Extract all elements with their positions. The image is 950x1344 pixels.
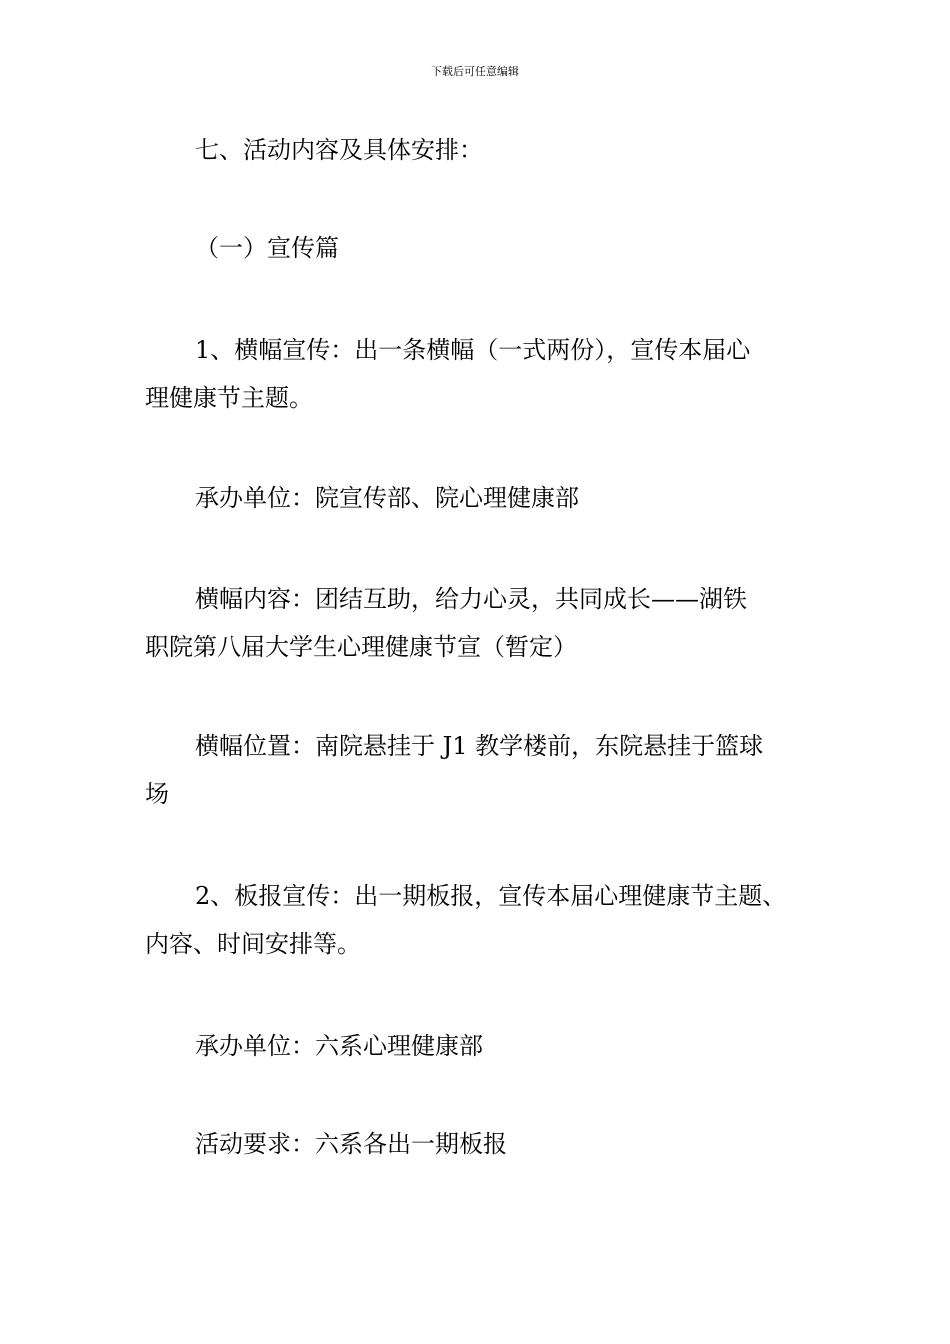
text-line: 1、横幅宣传：出一条横幅（一式两份），宣传本届心 [195, 336, 751, 364]
paragraph-banner-location [145, 722, 810, 818]
text-line: 承办单位：院宣传部、院心理健康部 [195, 484, 579, 512]
paragraph-organizer [145, 474, 810, 522]
text-line: 理健康节主题。 [145, 384, 313, 412]
text-line: 承办单位：六系心理健康部 [195, 1032, 483, 1060]
paragraph-board-promotion [145, 872, 810, 968]
text-line: 场 [145, 780, 169, 808]
paragraph-activity-requirement [145, 1120, 810, 1168]
text-line: 内容、时间安排等。 [145, 930, 361, 958]
text-line: （一）宣传篇 [195, 234, 339, 262]
text-line: 七、活动内容及具体安排： [195, 136, 483, 164]
subsection-heading [145, 224, 810, 272]
paragraph-banner-promotion [145, 326, 810, 422]
text-line: 横幅位置：南院悬挂于 J1 教学楼前，东院悬挂于篮球 [195, 732, 764, 760]
paragraph-board-organizer [145, 1022, 810, 1070]
text-line: 活动要求：六系各出一期板报 [195, 1130, 507, 1158]
text-line: 2、板报宣传：出一期板报，宣传本届心理健康节主题、 [195, 882, 787, 910]
text-line: 职院第八届大学生心理健康节宣（暂定） [145, 633, 577, 661]
page-header: 下载后可任意编辑 [431, 65, 519, 78]
paragraph-banner-content [145, 575, 810, 671]
section-heading [145, 126, 810, 174]
text-line: 横幅内容：团结互助，给力心灵，共同成长——湖铁 [195, 585, 747, 613]
